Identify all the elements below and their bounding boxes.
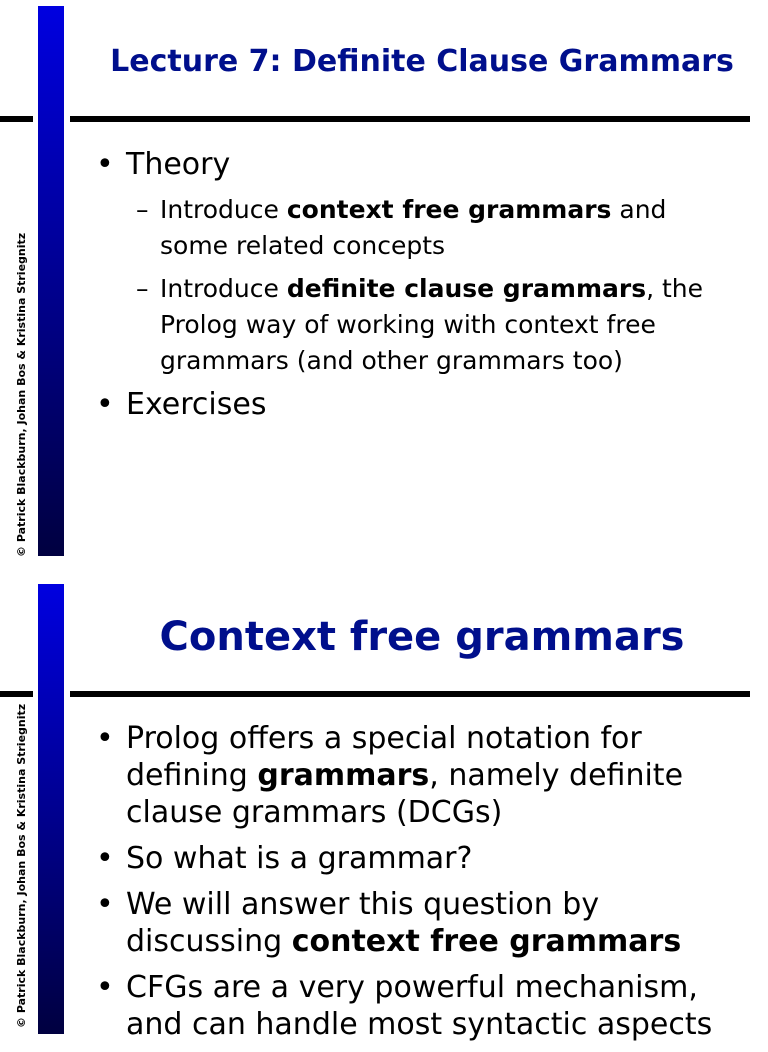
- sub-bullet-item: [96, 192, 736, 264]
- bullet-list: [96, 146, 736, 432]
- bullet-text: Exercises: [126, 387, 267, 422]
- slide-title: Context free grammars: [159, 614, 685, 660]
- bullet-glyph: •: [96, 887, 114, 922]
- bullet-glyph: •: [96, 841, 114, 876]
- bullet-text: We will answer this question by discussing context free grammars: [126, 887, 682, 959]
- bullet-item: [96, 969, 736, 1043]
- title-rule-left: [0, 116, 33, 122]
- bullet-glyph: •: [96, 387, 114, 422]
- bullet-item: [96, 720, 736, 831]
- bullet-glyph: •: [96, 147, 114, 182]
- sub-bullet-text: Introduce definite clause grammars, the Prolog way of working with context free grammars (and other grammars too): [160, 274, 703, 375]
- side-bar: [38, 6, 64, 556]
- bullet-item: [96, 886, 736, 960]
- title-rule-right: [70, 691, 750, 697]
- slide-2: [0, 578, 768, 1042]
- side-bar: [38, 584, 64, 1034]
- bullet-list: [96, 720, 736, 1052]
- bullet-text: Prolog offers a special notation for defining grammars, namely definite clause grammars (DCGs): [126, 721, 684, 830]
- copyright-label: © Patrick Blackburn, Johan Bos & Kristina Striegnitz: [15, 703, 28, 1028]
- sub-bullet-item: [96, 271, 736, 379]
- copyright-label: © Patrick Blackburn, Johan Bos & Kristina Striegnitz: [15, 232, 28, 557]
- title-rule-left: [0, 691, 33, 697]
- title-rule-right: [70, 116, 750, 122]
- sub-bullet-text: Introduce context free grammars and some related concepts: [160, 195, 667, 260]
- bullet-item: [96, 146, 736, 183]
- bullet-text: So what is a grammar?: [126, 841, 473, 876]
- bullet-item: [96, 386, 736, 423]
- bullet-item: [96, 840, 736, 877]
- bullet-glyph: •: [96, 721, 114, 756]
- slide-title: Lecture 7: Definite Clause Grammars: [110, 44, 734, 79]
- dash-glyph: –: [136, 195, 149, 224]
- bullet-text: Theory: [126, 147, 231, 182]
- bullet-glyph: •: [96, 970, 114, 1005]
- bullet-text: CFGs are a very powerful mechanism, and can handle most syntactic aspects: [126, 970, 713, 1042]
- dash-glyph: –: [136, 274, 149, 303]
